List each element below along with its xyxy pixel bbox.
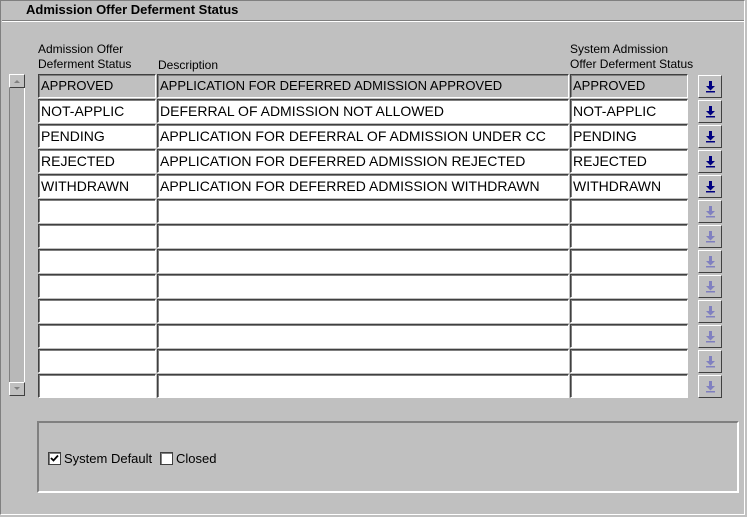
list-of-values-arrow-icon: [705, 305, 716, 318]
list-of-values-arrow-icon: [705, 255, 716, 268]
system-status-cell[interactable]: NOT-APPLIC: [570, 99, 688, 123]
list-of-values-arrow-icon: [705, 155, 716, 168]
system-status-cell[interactable]: REJECTED: [570, 149, 688, 173]
description-cell[interactable]: [157, 199, 569, 223]
status-cell[interactable]: [38, 299, 156, 323]
description-cell[interactable]: [157, 374, 569, 398]
status-cell[interactable]: NOT-APPLIC: [38, 99, 156, 123]
list-of-values-arrow-icon: [705, 280, 716, 293]
lov-button[interactable]: [698, 250, 722, 273]
description-cell[interactable]: [157, 349, 569, 373]
closed-box[interactable]: [160, 452, 173, 465]
system-status-cell[interactable]: [570, 199, 688, 223]
lov-button[interactable]: [698, 150, 722, 173]
header-description: Description: [158, 58, 219, 72]
list-of-values-arrow-icon: [705, 330, 716, 343]
system-default-box[interactable]: [48, 452, 61, 465]
lov-button[interactable]: [698, 100, 722, 123]
system-status-cell[interactable]: [570, 249, 688, 273]
description-cell[interactable]: [157, 324, 569, 348]
status-cell[interactable]: [38, 249, 156, 273]
lov-button[interactable]: [698, 225, 722, 248]
list-of-values-arrow-icon: [705, 80, 716, 93]
system-status-cell[interactable]: [570, 274, 688, 298]
status-cell[interactable]: [38, 274, 156, 298]
list-of-values-arrow-icon: [705, 230, 716, 243]
closed-checkbox[interactable]: [160, 451, 216, 466]
lov-button[interactable]: [698, 200, 722, 223]
system-default-label: System Default: [64, 451, 153, 466]
system-status-cell[interactable]: PENDING: [570, 124, 688, 148]
checkmark-icon: [50, 454, 59, 463]
list-of-values-arrow-icon: [705, 380, 716, 393]
system-status-cell[interactable]: APPROVED: [570, 74, 688, 98]
system-status-cell[interactable]: [570, 374, 688, 398]
list-of-values-arrow-icon: [705, 105, 716, 118]
status-cell[interactable]: [38, 324, 156, 348]
status-cell[interactable]: PENDING: [38, 124, 156, 148]
system-status-cell[interactable]: [570, 299, 688, 323]
status-cell[interactable]: REJECTED: [38, 149, 156, 173]
list-of-values-arrow-icon: [705, 130, 716, 143]
status-cell[interactable]: [38, 374, 156, 398]
description-cell[interactable]: APPLICATION FOR DEFERRED ADMISSION REJECTED: [157, 149, 569, 173]
status-cell[interactable]: [38, 199, 156, 223]
description-cell[interactable]: [157, 224, 569, 248]
vertical-scrollbar[interactable]: [9, 74, 25, 396]
closed-label: Closed: [176, 451, 217, 466]
scroll-up-icon[interactable]: [9, 74, 25, 88]
list-of-values-arrow-icon: [705, 205, 716, 218]
description-cell[interactable]: [157, 249, 569, 273]
status-cell[interactable]: APPROVED: [38, 74, 156, 98]
lov-button[interactable]: [698, 175, 722, 198]
options-panel: [37, 421, 739, 493]
description-cell[interactable]: [157, 299, 569, 323]
lov-button[interactable]: [698, 125, 722, 148]
lov-button[interactable]: [698, 350, 722, 373]
system-default-checkbox[interactable]: [48, 451, 152, 466]
system-status-cell[interactable]: [570, 349, 688, 373]
system-status-cell[interactable]: [570, 324, 688, 348]
list-of-values-arrow-icon: [705, 355, 716, 368]
lov-button[interactable]: [698, 300, 722, 323]
list-of-values-arrow-icon: [705, 180, 716, 193]
description-cell[interactable]: APPLICATION FOR DEFERRAL OF ADMISSION UNDER CC: [157, 124, 569, 148]
status-cell[interactable]: [38, 224, 156, 248]
description-cell[interactable]: APPLICATION FOR DEFERRED ADMISSION APPROVED: [157, 74, 569, 98]
lov-button[interactable]: [698, 275, 722, 298]
header-status: Admission Offer Deferment Status: [38, 42, 132, 71]
description-cell[interactable]: DEFERRAL OF ADMISSION NOT ALLOWED: [157, 99, 569, 123]
lov-button[interactable]: [698, 375, 722, 398]
system-status-cell[interactable]: WITHDRAWN: [570, 174, 688, 198]
description-cell[interactable]: [157, 274, 569, 298]
scroll-down-icon[interactable]: [9, 382, 25, 396]
page-title: Admission Offer Deferment Status: [26, 2, 239, 17]
lov-button[interactable]: [698, 325, 722, 348]
status-cell[interactable]: WITHDRAWN: [38, 174, 156, 198]
status-cell[interactable]: [38, 349, 156, 373]
system-status-cell[interactable]: [570, 224, 688, 248]
lov-button[interactable]: [698, 75, 722, 98]
scroll-track[interactable]: [9, 88, 25, 382]
description-cell[interactable]: APPLICATION FOR DEFERRED ADMISSION WITHDRAWN: [157, 174, 569, 198]
header-system-status: System Admission Offer Deferment Status: [570, 42, 694, 71]
